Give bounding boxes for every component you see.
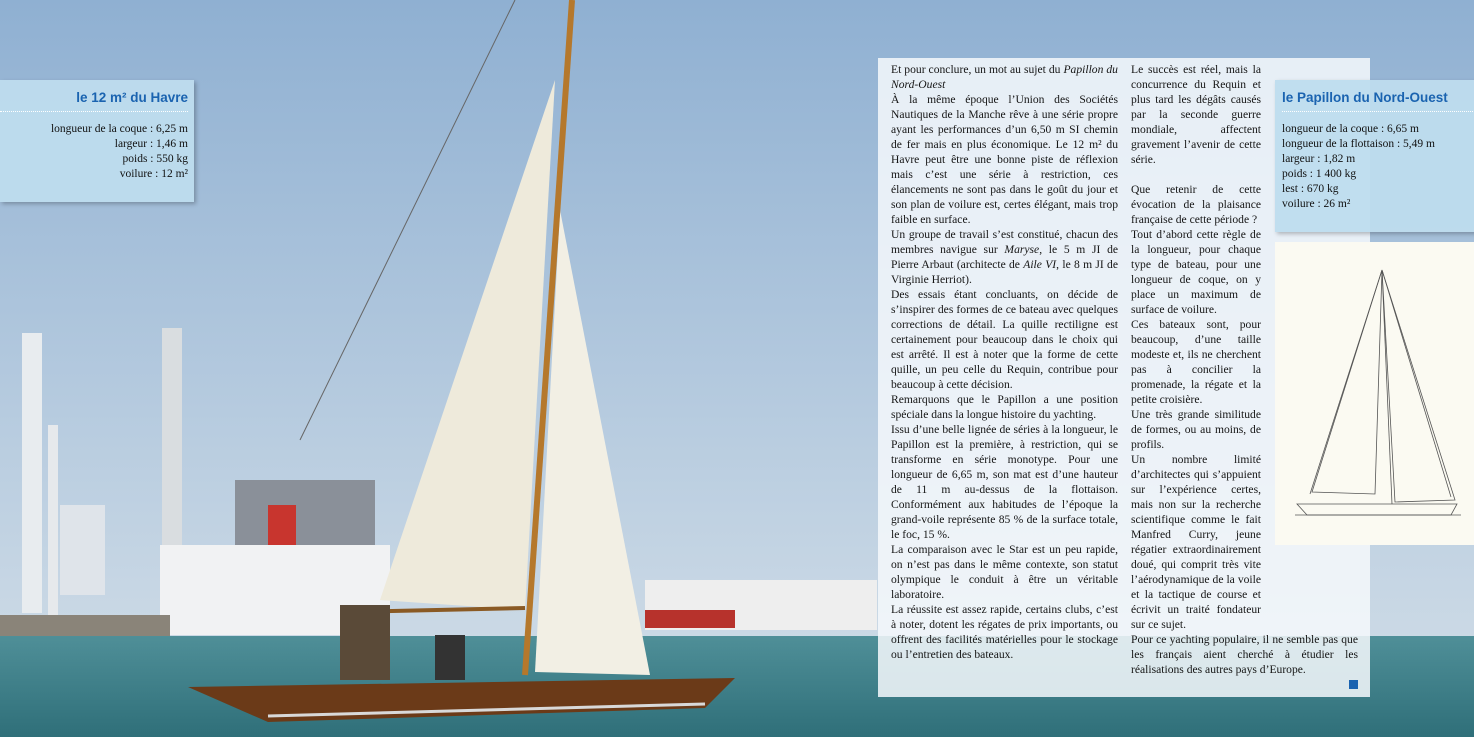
- spec-line: largeur : 1,46 m: [114, 138, 188, 150]
- spec-line: longueur de la coque : 6,25 m: [50, 123, 188, 135]
- paragraph: Ces bateaux sont, pour beaucoup, d’une taille modeste et, ils ne cherchent pas à concilier la promenade, la régate et la petite croisière.: [1131, 318, 1261, 406]
- spec-box-title: le 12 m² du Havre: [0, 90, 188, 112]
- boat-name: Maryse: [1004, 243, 1040, 256]
- paragraph: Le succès est réel, mais la concurrence du Requin et plus tard les dégâts causés par la seconde guerre mondiale, affectent gravement l’avenir de cette série.: [1131, 63, 1261, 166]
- spec-line: longueur de la coque : 6,65 m: [1282, 123, 1420, 135]
- end-mark-square: [1349, 680, 1358, 689]
- boat-name: Aile VI: [1023, 258, 1057, 271]
- spec-line: poids : 550 kg: [122, 153, 188, 165]
- spec-line: voilure : 26 m²: [1282, 198, 1351, 210]
- article-column-1: [891, 62, 1118, 662]
- text: Et pour conclure, un mot au sujet du: [891, 63, 1064, 76]
- paragraph: La comparaison avec le Star est un peu rapide, on n’est pas dans le même contexte, son statut olympique le conduit à être un véritable laboratoire.: [891, 543, 1118, 601]
- paragraph: Issu d’une belle lignée de séries à la longueur, le Papillon est la première, à restriction, qui se transforme en série monotype. Pour une longueur de 6,65 m, son mat est d’une hauteur de 11 m au-dessus de la flottaison. Conformément aux habitudes de l’époque la grand-voile représente 85 % de la surface totale, le foc, 15 %.: [891, 423, 1118, 541]
- spec-box-papillon: [1275, 80, 1474, 232]
- article-column-2: [1131, 62, 1261, 632]
- boat-name: Papillon du Nord-Ouest: [891, 63, 1118, 91]
- spec-line: poids : 1 400 kg: [1282, 168, 1357, 180]
- text: , le 8 m JI de Virginie Herriot).: [891, 258, 1118, 286]
- paragraph: Que retenir de cette évocation de la plaisance française de cette période ?: [1131, 183, 1261, 226]
- paragraph: Un nombre limité d’architectes qui s’appuient sur l’expérience certes, mais non sur la recherche scientifique comme le fait Manfred Curry, jeune régatier extraordinairement doué, qui comprit très vite l’aérodynamique de la voile et la tactique de course et écrivit un traité fondateur sur ce sujet.: [1131, 453, 1261, 631]
- paragraph: À la même époque l’Union des Sociétés Nautiques de la Manche rêve à une série propre ayant les performances d’un 6,50 m SI chemin de fer mais en plus économique. Le 12 m² du Havre peut être une bonne piste de réflexion mais c’est une série à restriction, ces élancements ne sont pas dans le goût du jour et son plan de voilure est, certes élégant, mais trop faible en surface.: [891, 93, 1118, 226]
- sail-plan-drawing: [1275, 242, 1474, 545]
- spec-line: lest : 670 kg: [1282, 183, 1339, 195]
- paragraph: Tout d’abord cette règle de la longueur, pour chaque type de bateau, pour une longueur de coque, on y place un maximum de surface de voilure.: [1131, 228, 1261, 316]
- spec-box-title: le Papillon du Nord-Ouest: [1282, 90, 1474, 112]
- paragraph: [891, 62, 1118, 92]
- spec-line: voilure : 12 m²: [119, 168, 188, 180]
- article-closing: [1131, 632, 1358, 677]
- paragraph: Pour ce yachting populaire, il ne semble pas que les français aient cherché à étudier les réalisations des autres pays d’Europe.: [1131, 633, 1358, 676]
- text: , le 5 m JI de Pierre Arbaut (architecte de: [891, 243, 1119, 271]
- text: Un groupe de travail s’est constitué, chacun des membres navigue sur: [891, 228, 1118, 256]
- spec-line: longueur de la flottaison : 5,49 m: [1282, 138, 1435, 150]
- paragraph: [891, 227, 1118, 287]
- spec-box-12m-havre: [0, 80, 194, 202]
- paragraph: Remarquons que le Papillon a une position spéciale dans la longue histoire du yachting.: [891, 393, 1118, 421]
- paragraph: Une très grande similitude de formes, ou au moins, de profils.: [1131, 408, 1261, 451]
- paragraph: Des essais étant concluants, on décide de s’inspirer des formes de ce bateau avec quelques corrections de détail. La quille rectiligne est certainement pour beaucoup dans le choix qui est arrêté. Il est à noter que la forme de cette quille, un peu celle du Requin, contribue pour beaucoup à cette décision.: [891, 288, 1118, 391]
- paragraph: La réussite est assez rapide, certains clubs, c’est à noter, dotent les régates de prix importants, ou offrent des facilités matérielles pour le stockage ou l’entretien des bateaux.: [891, 603, 1118, 661]
- spec-line: largeur : 1,82 m: [1282, 153, 1356, 165]
